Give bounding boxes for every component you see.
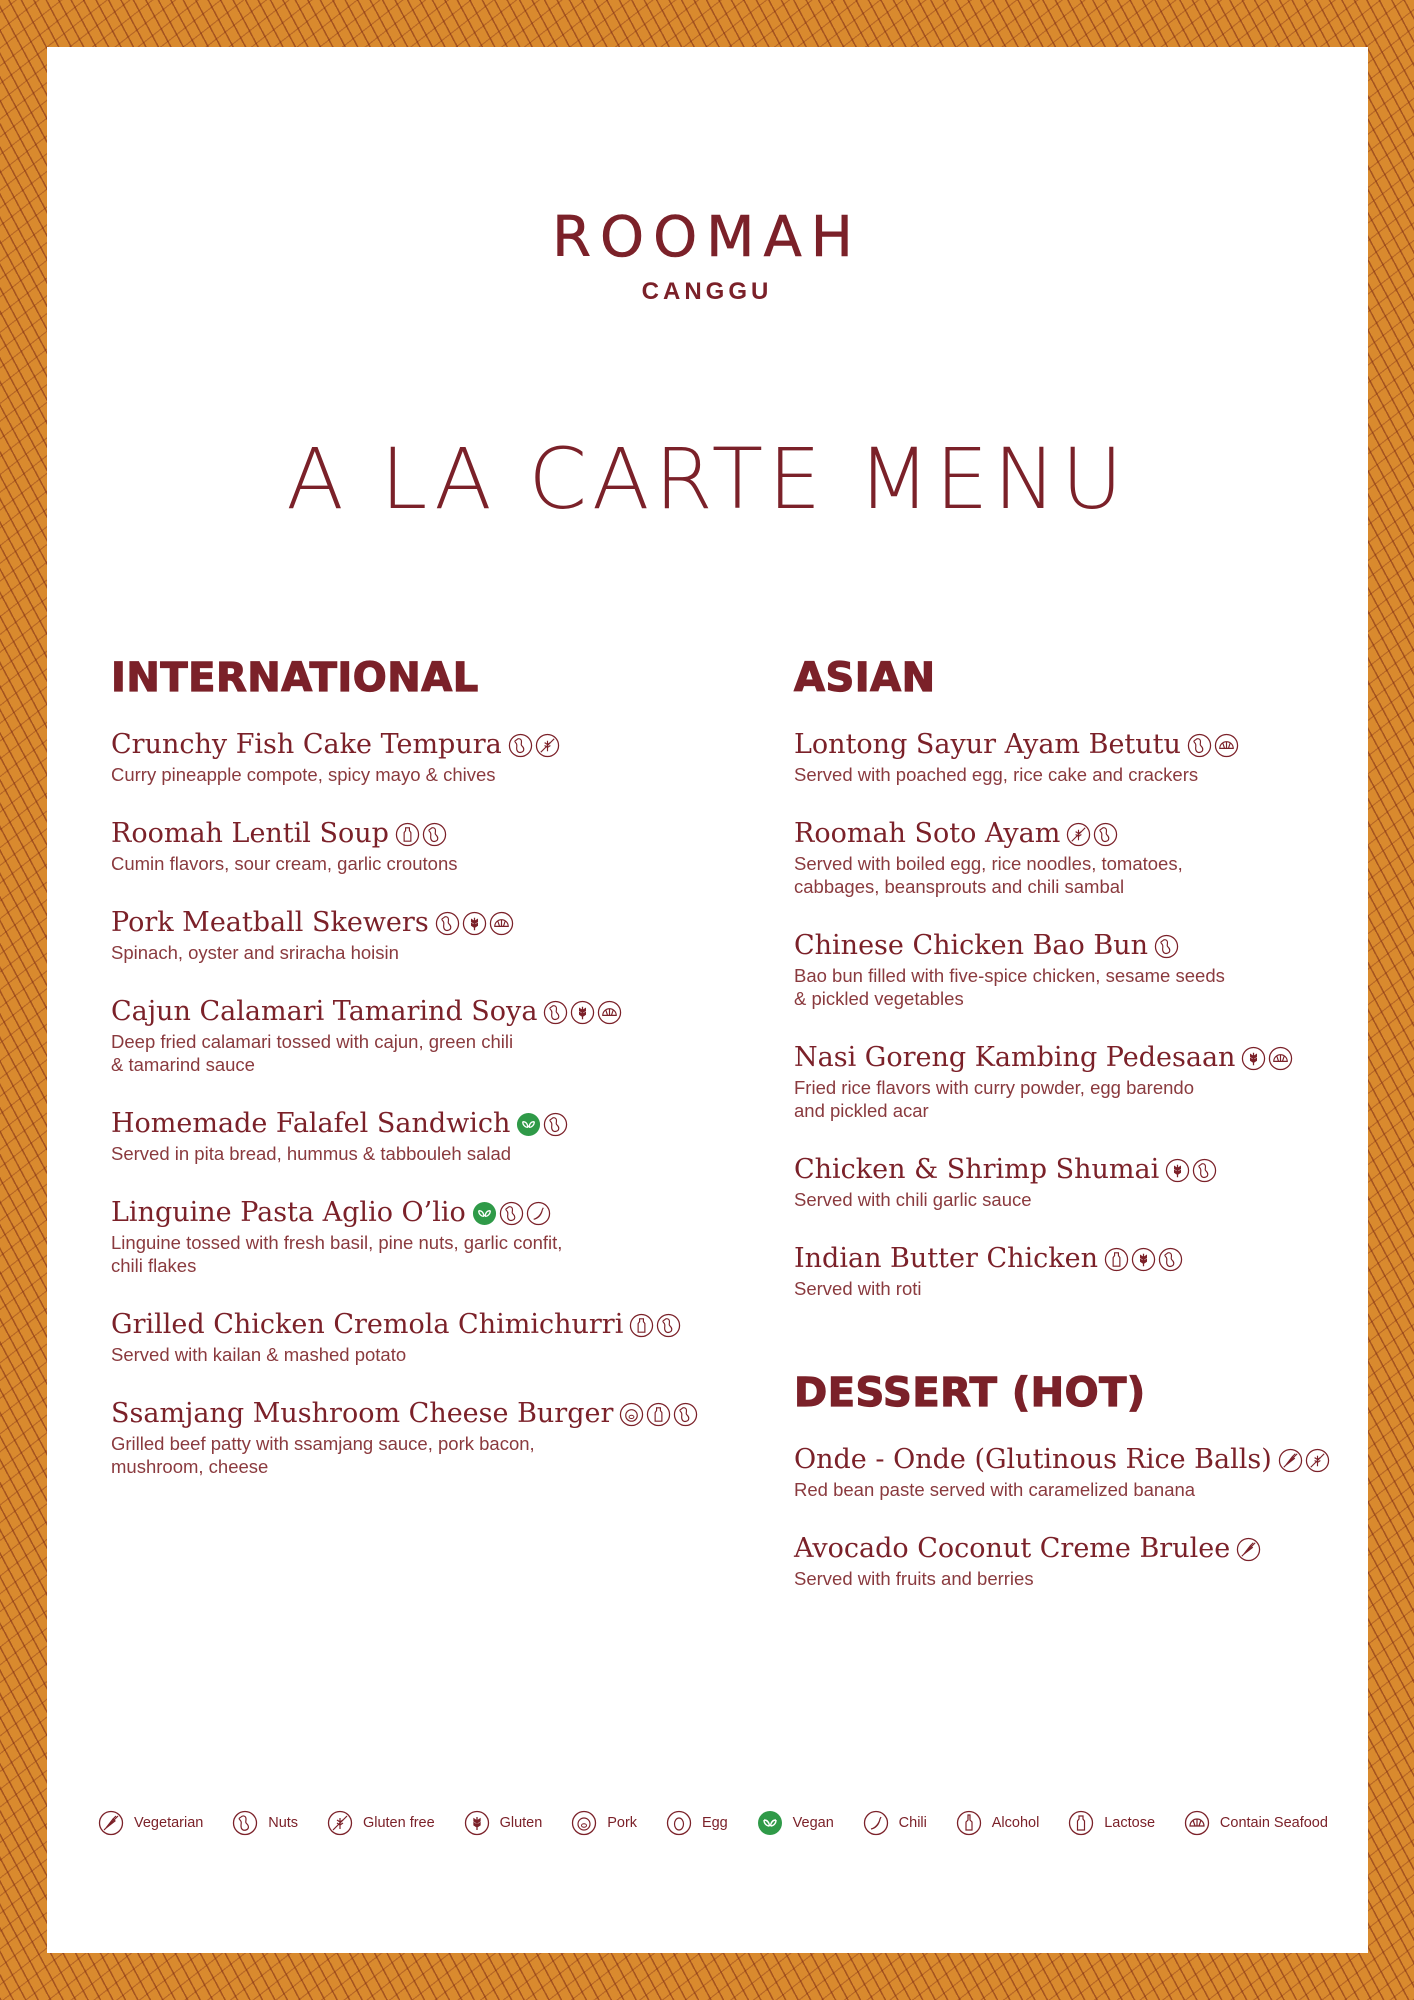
nuts-icon [499, 1201, 524, 1226]
legend-item [956, 1810, 1040, 1836]
menu-item [111, 1307, 731, 1366]
seafood-icon [1214, 733, 1239, 758]
item-name: Nasi Goreng Kambing Pedesaan [794, 1042, 1236, 1073]
dietary-icons [1241, 1046, 1293, 1071]
nuts-icon [422, 822, 447, 847]
seafood-icon [597, 1000, 622, 1025]
menu-item [794, 1442, 1354, 1501]
item-name: Indian Butter Chicken [794, 1243, 1098, 1274]
item-description: Served with boiled egg, rice noodles, tomatoes, cabbages, beansprouts and chili sambal [794, 853, 1183, 897]
menu-item [794, 928, 1354, 1010]
egg-icon [666, 1810, 692, 1836]
item-name: Linguine Pasta Aglio O’lio [111, 1197, 466, 1228]
item-name: Chicken & Shrimp Shumai [794, 1154, 1160, 1185]
lactose-icon [395, 822, 420, 847]
item-description: Curry pineapple compote, spicy mayo & chives [111, 764, 496, 785]
section-heading: DESSERT (HOT) [794, 1370, 1146, 1416]
legend-label: Gluten [499, 1815, 543, 1831]
column-right [794, 655, 1354, 1620]
section-heading: ASIAN [794, 655, 936, 701]
section-asian [794, 655, 1354, 1300]
brand-logo: ROOMAH [552, 205, 862, 270]
item-name: Roomah Lentil Soup [111, 818, 389, 849]
menu-item [794, 1040, 1354, 1122]
menu-item [111, 994, 731, 1076]
vegetarian-icon [98, 1810, 124, 1836]
nuts-icon [435, 911, 460, 936]
legend-item [464, 1810, 543, 1836]
dietary-icons [395, 822, 447, 847]
gluten-free-icon [327, 1810, 353, 1836]
lactose-icon [629, 1313, 654, 1338]
menu-item [111, 816, 731, 875]
dietary-icons [472, 1201, 551, 1226]
vegetarian-icon [1236, 1537, 1261, 1562]
item-list [794, 1442, 1354, 1590]
seafood-icon [1184, 1810, 1210, 1836]
legend-item [98, 1810, 203, 1836]
dietary-icons [1278, 1448, 1330, 1473]
vegan-icon [516, 1112, 541, 1137]
page-title: A LA CARTE MENU [286, 430, 1128, 528]
lactose-icon [1068, 1810, 1094, 1836]
legend-label: Alcohol [991, 1815, 1040, 1831]
gluten-icon [464, 1810, 490, 1836]
menu-item [794, 1152, 1354, 1211]
lactose-icon [646, 1402, 671, 1427]
dietary-legend [98, 1810, 1328, 1836]
item-description: Deep fried calamari tossed with cajun, green chili & tamarind sauce [111, 1031, 514, 1075]
menu-item [794, 1241, 1354, 1300]
nuts-icon [1187, 733, 1212, 758]
item-name: Cajun Calamari Tamarind Soya [111, 996, 538, 1027]
legend-label: Chili [898, 1815, 927, 1831]
legend-label: Contain Seafood [1219, 1815, 1328, 1831]
gluten-icon [1131, 1247, 1156, 1272]
gluten-free-icon [1066, 822, 1091, 847]
menu-item [794, 727, 1354, 786]
vegan-icon [757, 1810, 783, 1836]
legend-item [327, 1810, 435, 1836]
item-name: Ssamjang Mushroom Cheese Burger [111, 1398, 614, 1429]
menu-item [111, 727, 731, 786]
section-heading: INTERNATIONAL [111, 655, 479, 701]
chili-icon [526, 1201, 551, 1226]
item-description: Served in pita bread, hummus & tabbouleh salad [111, 1143, 512, 1164]
gluten-icon [1165, 1158, 1190, 1183]
gluten-icon [570, 1000, 595, 1025]
gluten-icon [1241, 1046, 1266, 1071]
alcohol-icon [956, 1810, 982, 1836]
legend-item [571, 1810, 637, 1836]
item-name: Onde - Onde (Glutinous Rice Balls) [794, 1444, 1272, 1475]
gluten-icon [462, 911, 487, 936]
legend-label: Vegan [792, 1815, 834, 1831]
dietary-icons [1104, 1247, 1183, 1272]
legend-item [1068, 1810, 1155, 1836]
menu-item [794, 816, 1354, 898]
item-name: Pork Meatball Skewers [111, 907, 429, 938]
item-description: Served with kailan & mashed potato [111, 1344, 407, 1365]
item-description: Served with poached egg, rice cake and crackers [794, 764, 1199, 785]
seafood-icon [489, 911, 514, 936]
lactose-icon [1104, 1247, 1129, 1272]
dietary-icons [1236, 1537, 1261, 1562]
dietary-icons [508, 733, 560, 758]
seafood-icon [1268, 1046, 1293, 1071]
brand-location: CANGGU [641, 278, 773, 305]
menu-item [794, 1531, 1354, 1590]
item-description: Served with chili garlic sauce [794, 1189, 1032, 1210]
legend-item [757, 1810, 834, 1836]
column-left [111, 655, 731, 1508]
item-description: Linguine tossed with fresh basil, pine nuts, garlic confit, chili flakes [111, 1232, 563, 1276]
item-description: Grilled beef patty with ssamjang sauce, pork bacon, mushroom, cheese [111, 1433, 535, 1477]
item-description: Red bean paste served with caramelized banana [794, 1479, 1196, 1500]
dietary-icons [1154, 934, 1179, 959]
menu-item [111, 1195, 731, 1277]
vegan-icon [472, 1201, 497, 1226]
item-name: Chinese Chicken Bao Bun [794, 930, 1148, 961]
menu-item [111, 1106, 731, 1165]
item-name: Avocado Coconut Creme Brulee [794, 1533, 1231, 1564]
pork-icon [619, 1402, 644, 1427]
gluten-free-icon [535, 733, 560, 758]
item-description: Bao bun filled with five-spice chicken, sesame seeds & pickled vegetables [794, 965, 1225, 1009]
item-name: Crunchy Fish Cake Tempura [111, 729, 502, 760]
nuts-icon [673, 1402, 698, 1427]
dietary-icons [619, 1402, 698, 1427]
dietary-icons [1165, 1158, 1217, 1183]
dietary-icons [435, 911, 514, 936]
nuts-icon [508, 733, 533, 758]
vegetarian-icon [1278, 1448, 1303, 1473]
item-description: Served with roti [794, 1278, 922, 1299]
item-name: Roomah Soto Ayam [794, 818, 1061, 849]
menu-item [111, 1396, 731, 1478]
section-international [111, 655, 731, 1478]
legend-item [1184, 1810, 1328, 1836]
legend-label: Pork [607, 1815, 638, 1831]
section-dessert [794, 1370, 1354, 1590]
item-description: Spinach, oyster and sriracha hoisin [111, 942, 399, 963]
nuts-icon [1158, 1247, 1183, 1272]
legend-item [666, 1810, 728, 1836]
gluten-free-icon [1305, 1448, 1330, 1473]
legend-label: Egg [701, 1815, 728, 1831]
nuts-icon [656, 1313, 681, 1338]
nuts-icon [232, 1810, 258, 1836]
item-name: Lontong Sayur Ayam Betutu [794, 729, 1181, 760]
item-description: Fried rice flavors with curry powder, egg barendo and pickled acar [794, 1077, 1194, 1121]
nuts-icon [1093, 822, 1118, 847]
item-list [794, 727, 1354, 1300]
nuts-icon [543, 1112, 568, 1137]
dietary-icons [1187, 733, 1239, 758]
item-list [111, 727, 731, 1478]
chili-icon [863, 1810, 889, 1836]
nuts-icon [1192, 1158, 1217, 1183]
nuts-icon [1154, 934, 1179, 959]
nuts-icon [543, 1000, 568, 1025]
legend-item [232, 1810, 298, 1836]
item-description: Served with fruits and berries [794, 1568, 1034, 1589]
menu-item [111, 905, 731, 964]
item-description: Cumin flavors, sour cream, garlic croutons [111, 853, 458, 874]
legend-label: Lactose [1104, 1815, 1156, 1831]
dietary-icons [543, 1000, 622, 1025]
dietary-icons [516, 1112, 568, 1137]
legend-label: Nuts [268, 1815, 299, 1831]
dietary-icons [629, 1313, 681, 1338]
item-name: Homemade Falafel Sandwich [111, 1108, 511, 1139]
dietary-icons [1066, 822, 1118, 847]
legend-item [863, 1810, 927, 1836]
legend-label: Vegetarian [134, 1815, 204, 1831]
pork-icon [571, 1810, 597, 1836]
legend-label: Gluten free [362, 1815, 435, 1831]
item-name: Grilled Chicken Cremola Chimichurri [111, 1309, 624, 1340]
